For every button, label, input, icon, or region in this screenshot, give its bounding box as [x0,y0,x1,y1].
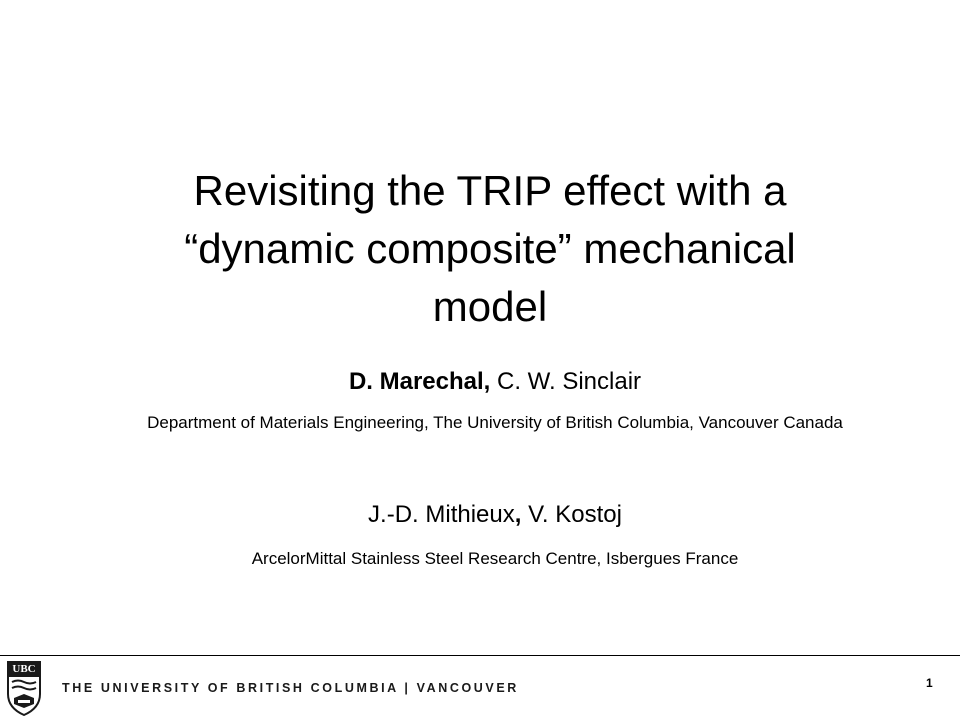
author-mithieux: J.-D. Mithieux [368,501,515,528]
author-separator: , [514,501,522,528]
title-line-2: “dynamic composite” mechanical [184,225,796,272]
authors-arcelormittal [0,500,960,530]
title-line-3: model [432,283,548,330]
affiliation-arcelormittal: ArcelorMittal Stainless Steel Research Centre, Isbergues France [251,549,739,568]
author-kostoj: V. Kostoj [521,501,622,528]
presenting-author: D. Marechal, [348,368,491,395]
ubc-logo-text: UBC [12,663,36,675]
co-author: C. W. Sinclair [490,368,642,395]
page-number: 1 [926,676,933,690]
title-line-1: Revisiting the TRIP effect with a [193,167,787,214]
university-name: THE UNIVERSITY OF BRITISH COLUMBIA | VANCOUVER [62,681,519,695]
authors-ubc [0,367,960,397]
slide-title [120,162,860,336]
affiliation-ubc: Department of Materials Engineering, The University of British Columbia, Vancouver Canada [147,413,843,432]
footer-divider [0,655,960,656]
ubc-crest-logo [6,660,42,716]
